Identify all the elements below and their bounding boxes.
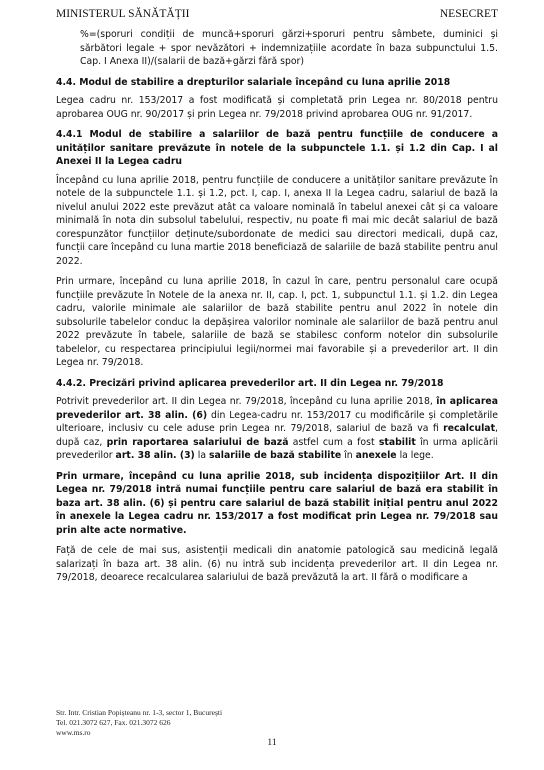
text-run-bold: stabilit — [378, 436, 416, 448]
ministry-name: MINISTERUL SĂNĂTĂȚII — [56, 8, 190, 20]
section-4-4-1-paragraph-1: Începând cu luna aprilie 2018, pentru funcțiile de conducere a unităților sanitare prevăzute în notele de la subpunctele 1.1. și 1.2, pct. I, cap. I, anexa II la Legea cadru, salariul de bază la nivelul anului 2022 este prevăzut atât ca valoare nominală în tabelul anexei cât și ca valoare minimală în nota din subsolul tabelului, respectiv, nu poate fi mai mic decât salariul de bază corespunzător funcțiilor deținute/subordonate de medici sau directori medicali, după caz, funcții care începând cu luna martie 2018 beneficiază de salariile de bază stabilite pentru anul 2022. — [56, 174, 498, 267]
text-run-bold: salariile de bază stabilite — [209, 450, 342, 461]
text-run-bold: art. 38 alin. (3) — [115, 450, 195, 461]
formula-paragraph: %=(sporuri condiții de muncă+sporuri gărzi+sporuri pentru sâmbete, duminici și sărbători legale + spor nevăzători + indemnizațiile acordate în baza subpunctului 1.5. Cap. I Anexa II)/(salarii de bază+gărzi fără spor) — [80, 29, 498, 67]
section-4-4-title: 4.4. Modul de stabilire a drepturilor salariale începând cu luna aprilie 2018 — [56, 76, 451, 88]
text-run-bold: anexele — [355, 450, 397, 461]
text-run-bold: în aplicarea prevederilor art. 38 alin. (6) — [56, 396, 498, 421]
text-run: astfel cum a fost — [288, 436, 379, 448]
page-header — [56, 6, 498, 24]
section-4-4-2-title: 4.4.2. Precizări privind aplicarea prevederilor art. II din Legea nr. 79/2018 — [56, 377, 444, 389]
text-run: , după caz, — [56, 423, 498, 448]
section-4-4-1-paragraph-2: Prin urmare, începând cu luna aprilie 2018, în cazul în care, pentru personalul care ocupă funcțiile prevăzute în Notele de la anexa nr. II, cap. I, pct. 1, subpunctul 1.1. și 1.2. din Legea cadru, valorile minimale ale salariilor de bază stabilite pentru anul 2022 în notele din subsolurile tabelelor conduc la depășirea valorilor nominale ale salariilor de bază pentru anul 2022 prevăzute în tabele, salariile de bază se stabilesc conform notelor din subsolurile tabelelor, cu respectarea principiului legii/normei mai favorabile și a prevederilor art. II din Legea nr. 79/2018. — [56, 276, 498, 368]
text-run: din Legea-cadru nr. 153/2017 cu modificările și completările ulterioare, inclusiv cu cele aduse prin Legea nr. 79/2018, salariul de bază va fi — [56, 409, 498, 434]
text-run: la lege. — [396, 450, 434, 461]
text-run-bold: recalculat — [443, 423, 496, 434]
document-body — [56, 28, 498, 585]
footer-website: www.ms.ro — [56, 728, 91, 737]
section-4-4-2-paragraph-2: Prin urmare, începând cu luna aprilie 2018, sub incidența dispozițiilor Art. II din Legea nr. 79/2018 intră numai funcțiile pentru care salariul de bază era stabilit în baza art. 38 alin. (6) și pentru care salariul de bază stabilit inițial pentru anul 2022 în anexele la Legea cadru nr. 153/2017 a fost modificat prin Legea nr. 79/2018 sau prin alte acte normative. — [56, 470, 498, 536]
text-run: în — [341, 450, 356, 461]
page-footer — [56, 708, 222, 738]
section-4-4-1-title: 4.4.1 Modul de stabilire a salariilor de bază pentru funcțiile de conducere a unităților sanitare prevăzute în notele de la subpunctele 1.1. și 1.2 din Cap. I al Anexei II la Legea cadru — [56, 129, 498, 167]
section-4-4-2-paragraph-3: Față de cele de mai sus, asistenții medicali din anatomie patologică sau medicină legală salarizați în baza art. 38 alin. (6) nu intră sub incidența prevederilor art. II din Legea nr. 79/2018, deoarece recalcularea salariului de bază prevăzută la art. II fără o modificare a — [56, 545, 498, 583]
text-run-bold: prin raportarea salariului de bază — [106, 436, 289, 448]
page-number: 11 — [267, 738, 277, 748]
section-4-4-2-paragraph-1 — [56, 395, 498, 463]
classification-label: NESECRET — [439, 8, 498, 20]
section-4-4-paragraph: Legea cadru nr. 153/2017 a fost modificată și completată prin Legea nr. 80/2018 pentru aprobarea OUG nr. 90/2017 și prin Legea nr. 79/2018 privind aprobarea OUG nr. 91/2017. — [56, 95, 498, 120]
footer-address: Str. Intr. Cristian Popișteanu nr. 1-3, sector 1, București — [56, 708, 223, 717]
text-run: la — [194, 450, 209, 461]
footer-phone: Tel. 021.3072 627, Fax. 021.3072 626 — [56, 718, 171, 727]
text-run: în urma aplicării prevederilor — [56, 436, 498, 461]
text-run: Potrivit prevederilor art. II din Legea nr. 79/2018, începând cu luna aprilie 2018, — [56, 396, 437, 407]
